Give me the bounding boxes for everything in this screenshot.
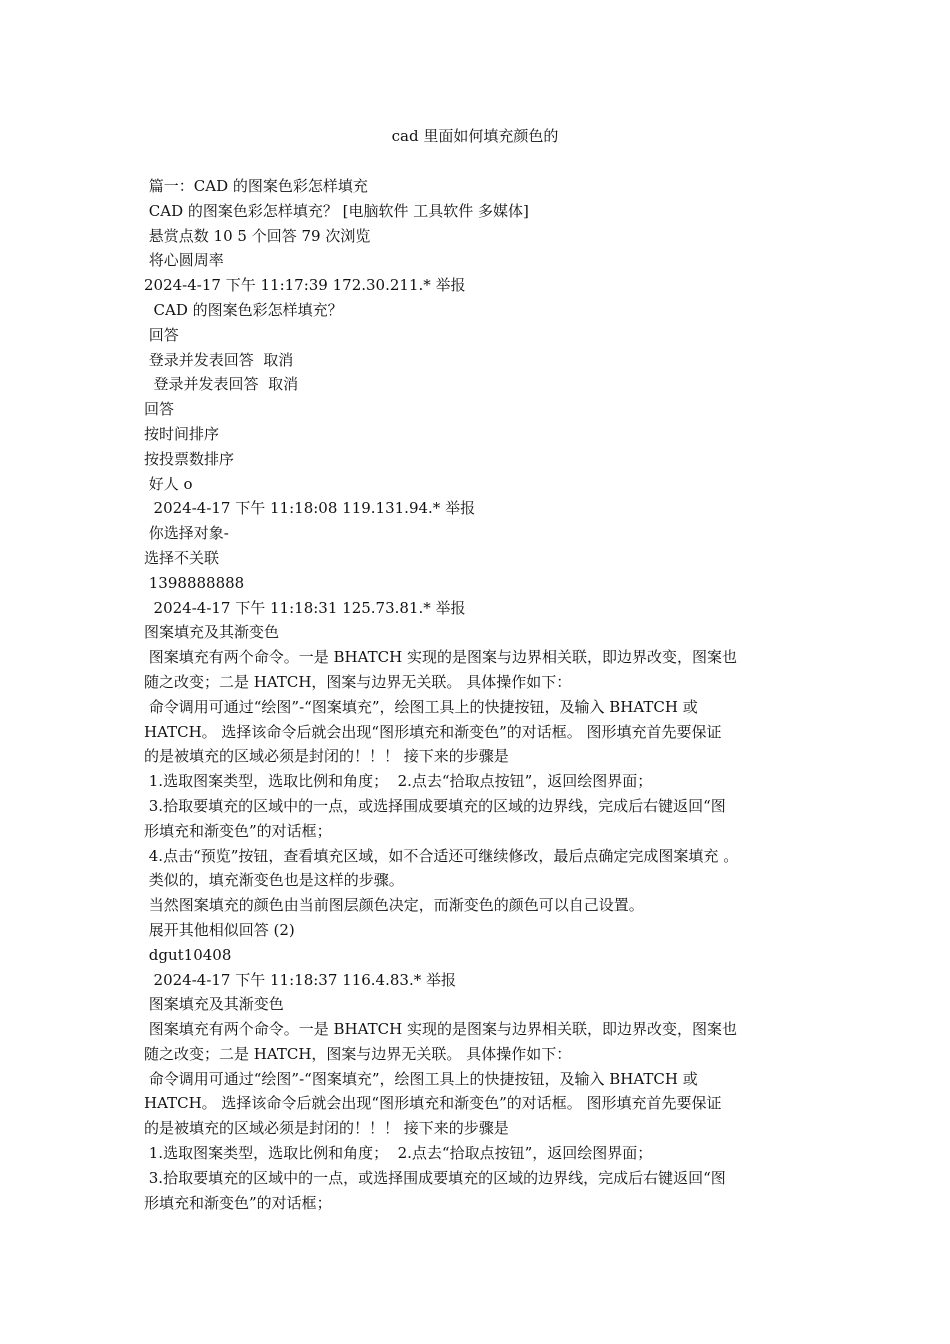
- document-line: 悬赏点数 10 5 个回答 79 次浏览: [144, 226, 371, 245]
- document-line: 形填充和渐变色”的对话框；: [144, 1193, 332, 1212]
- document-line: 图案填充及其渐变色: [144, 623, 280, 642]
- document-line: 图案填充有两个命令。一是 BHATCH 实现的是图案与边界相关联，即边界改变，图案也: [144, 648, 737, 667]
- document-line: 展开其他相似回答 (2): [144, 920, 295, 939]
- document-line: 图案填充有两个命令。一是 BHATCH 实现的是图案与边界相关联，即边界改变，图案也: [144, 1020, 737, 1039]
- document-line: HATCH。 选择该命令后就会出现“图形填充和渐变色”的对话框。 图形填充首先要保证: [144, 1094, 722, 1113]
- document-line: 3.拾取要填充的区域中的一点，或选择围成要填充的区域的边界线，完成后右键返回“图: [144, 796, 726, 815]
- document-line: 形填充和渐变色”的对话框；: [144, 821, 332, 840]
- document-line: 1398888888: [144, 573, 245, 592]
- document-line: HATCH。 选择该命令后就会出现“图形填充和渐变色”的对话框。 图形填充首先要保证: [144, 722, 722, 741]
- document-line: 随之改变；二是 HATCH，图案与边界无关联。 具体操作如下：: [144, 1044, 572, 1063]
- document-line: 2024-4-17 下午 11:18:31 125.73.81.* 举报: [144, 598, 466, 617]
- document-line: 的是被填充的区域必须是封闭的！！！ 接下来的步骤是: [144, 747, 509, 766]
- document-line: 2024-4-17 下午 11:18:37 116.4.83.* 举报: [144, 970, 456, 989]
- document-line: 将心圆周率: [144, 251, 224, 270]
- document-line: 2024-4-17 下午 11:18:08 119.131.94.* 举报: [144, 499, 476, 518]
- document-line: 4.点击“预览”按钮，查看填充区域，如不合适还可继续修改，最后点确定完成图案填充 。: [144, 846, 739, 865]
- document-title: cad 里面如何填充颜色的: [391, 127, 559, 145]
- document-body: [144, 174, 824, 1215]
- document-line: 回答: [144, 400, 175, 419]
- document-line: 类似的，填充渐变色也是这样的步骤。: [144, 871, 404, 890]
- document-line: 的是被填充的区域必须是封闭的！！！ 接下来的步骤是: [144, 1119, 509, 1138]
- document-line: 好人 o: [144, 474, 193, 493]
- document-line: 命令调用可通过“绘图”-“图案填充”，绘图工具上的快捷按钮，及输入 BHATCH 或: [144, 1069, 698, 1088]
- document-line: 随之改变；二是 HATCH，图案与边界无关联。 具体操作如下：: [144, 672, 572, 691]
- document-line: 按投票数排序: [144, 449, 235, 468]
- document-line: 你选择对象-: [144, 524, 229, 543]
- document-line: 3.拾取要填充的区域中的一点，或选择围成要填充的区域的边界线，完成后右键返回“图: [144, 1168, 726, 1187]
- document-line: 命令调用可通过“绘图”-“图案填充”，绘图工具上的快捷按钮，及输入 BHATCH 或: [144, 697, 698, 716]
- document-line: 当然图案填充的颜色由当前图层颜色决定，而渐变色的颜色可以自己设置。: [144, 896, 644, 915]
- document-line: 1.选取图案类型，选取比例和角度； 2.点去“拾取点按钮”，返回绘图界面；: [144, 772, 653, 791]
- document-line: dgut10408: [144, 945, 232, 964]
- document-line: 按时间排序: [144, 424, 220, 443]
- document-line: CAD 的图案色彩怎样填充？: [144, 300, 343, 319]
- document-line: CAD 的图案色彩怎样填充？ [电脑软件 工具软件 多媒体]: [144, 201, 529, 220]
- document-line: 回答: [144, 325, 179, 344]
- document-line: 图案填充及其渐变色: [144, 995, 284, 1014]
- document-line: 登录并发表回答 取消: [144, 375, 299, 394]
- document-line: 2024-4-17 下午 11:17:39 172.30.211.* 举报: [144, 276, 466, 295]
- document-line: 1.选取图案类型，选取比例和角度； 2.点去“拾取点按钮”，返回绘图界面；: [144, 1144, 653, 1163]
- document-line: 选择不关联: [144, 548, 220, 567]
- document-line: 登录并发表回答 取消: [144, 350, 294, 369]
- document-line: 篇一：CAD 的图案色彩怎样填充: [144, 177, 368, 195]
